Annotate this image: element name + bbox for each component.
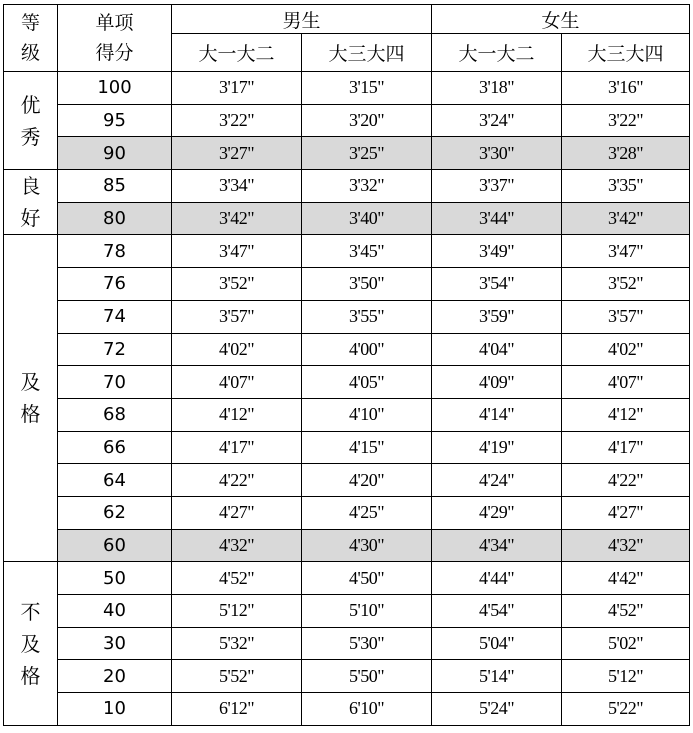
- male-year12-time-cell: 3'42": [172, 202, 302, 235]
- score-cell: 85: [58, 170, 172, 203]
- male-year12-time-cell: 3'57": [172, 300, 302, 333]
- female-year12-time-cell: 4'19": [432, 431, 562, 464]
- male-year12-time-cell: 4'17": [172, 431, 302, 464]
- table-row: [4, 137, 690, 170]
- male-year34-time-cell: 3'15": [302, 72, 432, 105]
- female-year34-time-cell: 3'35": [562, 170, 690, 203]
- male-year12-time-cell: 3'22": [172, 104, 302, 137]
- score-cell: 40: [58, 595, 172, 628]
- score-cell: 64: [58, 464, 172, 497]
- female-year34-time-cell: 4'52": [562, 595, 690, 628]
- female-year12-time-cell: 3'30": [432, 137, 562, 170]
- female-year34-time-cell: 3'22": [562, 104, 690, 137]
- female-year12-time-cell: 3'49": [432, 235, 562, 268]
- score-cell: 20: [58, 660, 172, 693]
- male-year34-header: 大三大四: [302, 34, 432, 72]
- female-year12-time-cell: 4'24": [432, 464, 562, 497]
- female-year12-time-cell: 4'44": [432, 562, 562, 595]
- grade-label: 及格: [20, 370, 41, 427]
- table-row: [4, 464, 690, 497]
- female-year12-time-cell: 4'34": [432, 529, 562, 562]
- grade-label: 优秀: [20, 92, 41, 149]
- male-header: 男生: [172, 5, 432, 34]
- female-header: 女生: [432, 5, 690, 34]
- male-year12-time-cell: 6'12": [172, 693, 302, 726]
- female-year34-time-cell: 3'16": [562, 72, 690, 105]
- female-year34-time-cell: 4'17": [562, 431, 690, 464]
- score-cell: 100: [58, 72, 172, 105]
- male-year34-time-cell: 3'50": [302, 268, 432, 301]
- score-cell: 72: [58, 333, 172, 366]
- table-row: [4, 562, 690, 595]
- male-year34-time-cell: 4'15": [302, 431, 432, 464]
- score-cell: 78: [58, 235, 172, 268]
- male-year34-time-cell: 5'50": [302, 660, 432, 693]
- male-year12-time-cell: 5'52": [172, 660, 302, 693]
- female-year12-time-cell: 5'24": [432, 693, 562, 726]
- table-row: [4, 595, 690, 628]
- table-row: [4, 300, 690, 333]
- male-year12-time-cell: 3'34": [172, 170, 302, 203]
- table-row: [4, 627, 690, 660]
- female-year34-header: 大三大四: [562, 34, 690, 72]
- male-year12-time-cell: 4'12": [172, 398, 302, 431]
- score-header: 单项得分: [58, 5, 172, 72]
- male-year34-time-cell: 4'20": [302, 464, 432, 497]
- score-cell: 62: [58, 496, 172, 529]
- female-year34-time-cell: 4'07": [562, 366, 690, 399]
- female-year34-time-cell: 5'12": [562, 660, 690, 693]
- score-cell: 68: [58, 398, 172, 431]
- female-year12-time-cell: 4'54": [432, 595, 562, 628]
- male-year34-time-cell: 4'05": [302, 366, 432, 399]
- score-cell: 66: [58, 431, 172, 464]
- female-year12-header: 大一大二: [432, 34, 562, 72]
- male-year12-time-cell: 5'12": [172, 595, 302, 628]
- male-year12-time-cell: 3'52": [172, 268, 302, 301]
- male-year12-header: 大一大二: [172, 34, 302, 72]
- score-table-wrapper: [3, 4, 690, 726]
- table-row: [4, 104, 690, 137]
- male-year34-time-cell: 3'55": [302, 300, 432, 333]
- score-cell: 50: [58, 562, 172, 595]
- grade-cell-fail: [4, 562, 58, 725]
- score-cell: 76: [58, 268, 172, 301]
- score-cell: 80: [58, 202, 172, 235]
- male-year34-time-cell: 5'10": [302, 595, 432, 628]
- male-year12-time-cell: 4'07": [172, 366, 302, 399]
- table-row: [4, 693, 690, 726]
- table-row: [4, 660, 690, 693]
- table-row: [4, 398, 690, 431]
- male-year34-time-cell: 3'45": [302, 235, 432, 268]
- score-cell: 30: [58, 627, 172, 660]
- score-cell: 60: [58, 529, 172, 562]
- female-year12-time-cell: 3'37": [432, 170, 562, 203]
- male-year34-time-cell: 5'30": [302, 627, 432, 660]
- score-table: [3, 4, 690, 726]
- score-table-body: [4, 72, 690, 726]
- female-year34-time-cell: 4'32": [562, 529, 690, 562]
- female-year34-time-cell: 4'27": [562, 496, 690, 529]
- male-year34-time-cell: 3'25": [302, 137, 432, 170]
- female-year12-time-cell: 4'29": [432, 496, 562, 529]
- grade-label: 良好: [20, 174, 41, 231]
- male-year34-time-cell: 3'20": [302, 104, 432, 137]
- table-row: [4, 235, 690, 268]
- male-year34-time-cell: 4'30": [302, 529, 432, 562]
- male-year34-time-cell: 3'40": [302, 202, 432, 235]
- female-year12-time-cell: 3'44": [432, 202, 562, 235]
- female-year34-time-cell: 3'47": [562, 235, 690, 268]
- male-year34-time-cell: 6'10": [302, 693, 432, 726]
- female-year34-time-cell: 5'22": [562, 693, 690, 726]
- female-year12-time-cell: 3'54": [432, 268, 562, 301]
- female-year34-time-cell: 3'57": [562, 300, 690, 333]
- female-year34-time-cell: 4'12": [562, 398, 690, 431]
- grade-cell-pass: [4, 235, 58, 562]
- table-row: [4, 202, 690, 235]
- grade-header: 等级: [4, 5, 58, 72]
- female-year12-time-cell: 3'24": [432, 104, 562, 137]
- table-row: [4, 268, 690, 301]
- table-row: [4, 496, 690, 529]
- score-cell: 70: [58, 366, 172, 399]
- male-year12-time-cell: 4'22": [172, 464, 302, 497]
- female-year34-time-cell: 5'02": [562, 627, 690, 660]
- female-year12-time-cell: 4'14": [432, 398, 562, 431]
- female-year12-time-cell: 3'59": [432, 300, 562, 333]
- female-year34-time-cell: 4'22": [562, 464, 690, 497]
- female-year34-time-cell: 3'42": [562, 202, 690, 235]
- female-year12-time-cell: 4'04": [432, 333, 562, 366]
- male-year12-time-cell: 3'47": [172, 235, 302, 268]
- male-year12-time-cell: 3'17": [172, 72, 302, 105]
- male-year12-time-cell: 3'27": [172, 137, 302, 170]
- grade-label: 不及格: [20, 599, 41, 688]
- score-cell: 10: [58, 693, 172, 726]
- male-year34-time-cell: 4'10": [302, 398, 432, 431]
- score-cell: 74: [58, 300, 172, 333]
- female-year12-time-cell: 3'18": [432, 72, 562, 105]
- female-year34-time-cell: 3'52": [562, 268, 690, 301]
- female-year34-time-cell: 4'42": [562, 562, 690, 595]
- male-year34-time-cell: 4'50": [302, 562, 432, 595]
- female-year12-time-cell: 5'14": [432, 660, 562, 693]
- male-year34-time-cell: 4'00": [302, 333, 432, 366]
- table-row: [4, 529, 690, 562]
- female-year34-time-cell: 3'28": [562, 137, 690, 170]
- table-row: [4, 431, 690, 464]
- table-row: [4, 366, 690, 399]
- male-year12-time-cell: 5'32": [172, 627, 302, 660]
- female-year34-time-cell: 4'02": [562, 333, 690, 366]
- grade-cell-good: [4, 170, 58, 235]
- table-row: [4, 170, 690, 203]
- male-year12-time-cell: 4'02": [172, 333, 302, 366]
- male-year12-time-cell: 4'27": [172, 496, 302, 529]
- male-year12-time-cell: 4'32": [172, 529, 302, 562]
- score-cell: 90: [58, 137, 172, 170]
- table-row: [4, 333, 690, 366]
- female-year12-time-cell: 4'09": [432, 366, 562, 399]
- score-cell: 95: [58, 104, 172, 137]
- male-year12-time-cell: 4'52": [172, 562, 302, 595]
- male-year34-time-cell: 4'25": [302, 496, 432, 529]
- male-year34-time-cell: 3'32": [302, 170, 432, 203]
- table-row: [4, 72, 690, 105]
- female-year12-time-cell: 5'04": [432, 627, 562, 660]
- grade-cell-excellent: [4, 72, 58, 170]
